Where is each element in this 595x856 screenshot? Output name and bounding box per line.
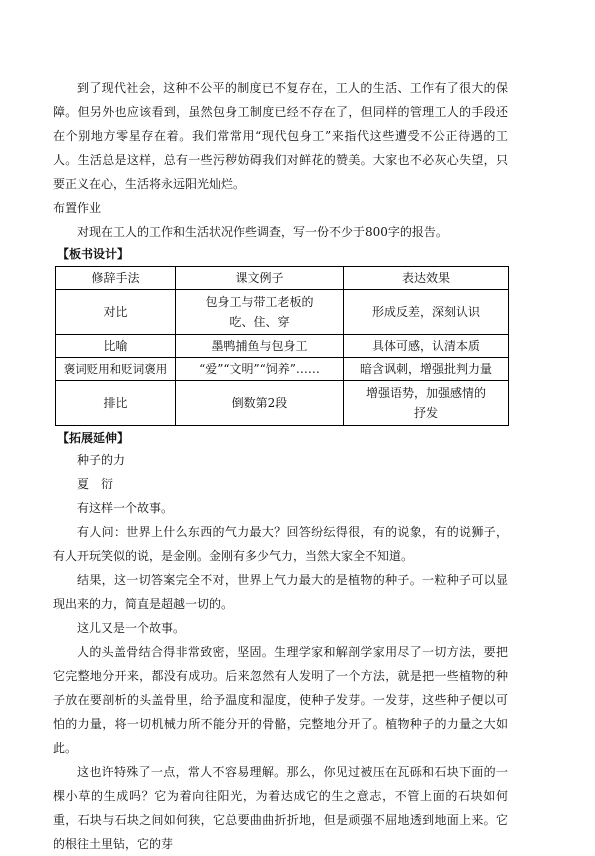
story-paragraph: 这儿又是一个故事。 bbox=[77, 621, 186, 635]
board-design-title: 【板书设计】 bbox=[57, 247, 130, 261]
table-cell: 形成反差，深刻认识 bbox=[344, 290, 509, 335]
table-row bbox=[56, 335, 509, 358]
table-cell: 比喻 bbox=[56, 335, 176, 358]
table-cell: 具体可感，认清本质 bbox=[344, 335, 509, 358]
document-page bbox=[53, 76, 508, 856]
table-header-cell: 表达效果 bbox=[344, 267, 509, 290]
table-row bbox=[56, 290, 509, 335]
story-title: 种子的力 bbox=[77, 453, 126, 467]
table-row bbox=[56, 381, 509, 426]
table-header-row bbox=[56, 267, 509, 290]
table-cell: 倒数第2段 bbox=[176, 381, 344, 426]
rhetoric-table bbox=[55, 266, 509, 426]
table-cell: 褒词贬用和贬词褒用 bbox=[56, 358, 176, 381]
table-header-cell: 课文例子 bbox=[176, 267, 344, 290]
table-header-cell: 修辞手法 bbox=[56, 267, 176, 290]
extension-title: 【拓展延伸】 bbox=[57, 431, 130, 445]
table-cell: “爱”“文明”“饲养”…… bbox=[176, 358, 344, 381]
table-cell: 墨鸭捕鱼与包身工 bbox=[176, 335, 344, 358]
story-paragraph: 这也许特殊了一点，常人不容易理解。那么，你见过被压在瓦砾和石块下面的一棵小草的生成吗？它为着向往阳光，为着达成它的生之意志，不管上面的石块如何重，石块与石块之间如何狭，它总要曲曲折折地，但是顽强不屈地透到地面上来。它的根往土里钻，它的芽 bbox=[53, 765, 508, 851]
table-cell: 包身工与带工老板的吃、住、穿 bbox=[176, 290, 344, 335]
table-cell: 对比 bbox=[56, 290, 176, 335]
table-row bbox=[56, 358, 509, 381]
table-cell: 增强语势，加强感情的抒发 bbox=[344, 381, 509, 426]
table-cell: 排比 bbox=[56, 381, 176, 426]
homework-text: 对现在工人的工作和生活状况作些调查，写一份不少于800字的报告。 bbox=[77, 225, 448, 239]
closing-paragraph: 到了现代社会，这种不公平的制度已不复存在，工人的生活、工作有了很大的保障。但另外也应该看到，虽然包身工制度已经不存在了，但同样的管理工人的手段还在个别地方零星存在着。我们常常用“现代包身工”来指代这些遭受不公正待遇的工人。生活总是这样，总有一些污秽妨碍我们对鲜花的赞美。大家也不必灰心失望，只要正义在心，生活将永远阳光灿烂。 bbox=[53, 81, 508, 191]
table-cell: 暗含讽刺，增强批判力量 bbox=[344, 358, 509, 381]
homework-heading: 布置作业 bbox=[53, 201, 102, 215]
story-paragraph: 有这样一个故事。 bbox=[77, 501, 174, 515]
story-author: 夏 衍 bbox=[77, 477, 114, 491]
story-paragraph: 人的头盖骨结合得非常致密，坚固。生理学家和解剖学家用尽了一切方法，要把它完整地分开来，都没有成功。后来忽然有人发明了一个方法，就是把一些植物的种子放在要剖析的头盖骨里，给予温度和湿度，使种子发芽。一发芽，这些种子便以可怕的力量，将一切机械力所不能分开的骨骼，完整地分开了。植物种子的力量之大如此。 bbox=[53, 645, 508, 755]
story-paragraph: 结果，这一切答案完全不对，世界上气力最大的是植物的种子。一粒种子可以显现出来的力，简直是超越一切的。 bbox=[53, 573, 508, 611]
story-paragraph: 有人问：世界上什么东西的气力最大？回答纷纭得很，有的说象，有的说狮子，有人开玩笑似的说，是金刚。金刚有多少气力，当然大家全不知道。 bbox=[53, 525, 508, 563]
